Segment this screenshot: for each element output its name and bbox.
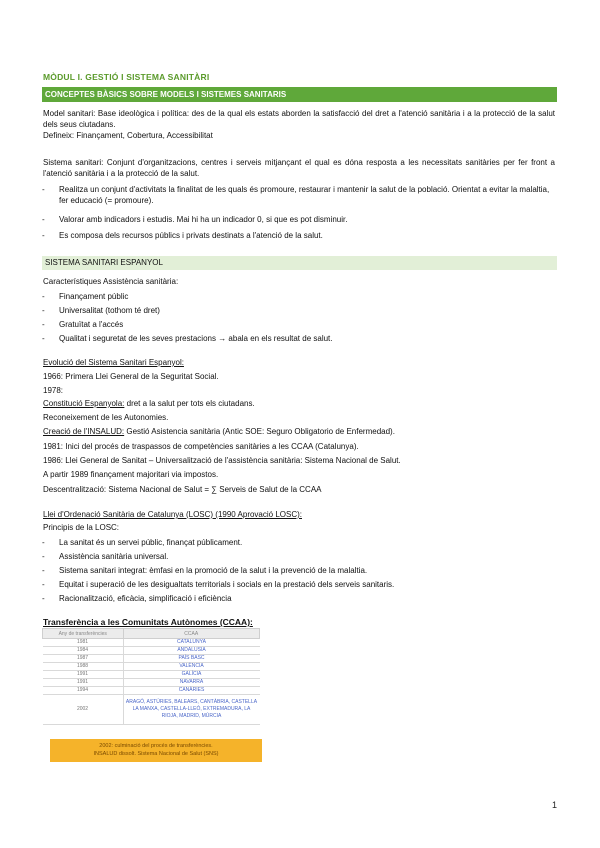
- insalud-label: Creació de l'INSALUD:: [43, 427, 125, 436]
- table-cell-ccaa: ARAGÓ, ASTÚRIES, BALEARS, CANTÀBRIA, CASTELLA LA MANXA, CASTELLA-LLEÓ, EXTREMADURA, LA RIOJA, MADRID, MÚRCIA: [123, 695, 260, 725]
- principis-title: Principis de la LOSC:: [43, 523, 120, 532]
- table-row: [43, 679, 260, 687]
- table-body: [43, 639, 260, 725]
- table-note-line2: INSALUD dissolt. Sistema Nacional de Salut (SNS): [93, 751, 219, 757]
- table-header-row: [43, 629, 260, 639]
- table-cell-year: 1987: [43, 655, 124, 663]
- table-row: [43, 647, 260, 655]
- list-item: Finançament públic: [59, 292, 129, 301]
- bullet-dash: -: [42, 292, 45, 301]
- table-cell-ccaa: PAÍS BASC: [123, 655, 260, 663]
- table-row: [43, 671, 260, 679]
- evolucio-1986: 1986: Llei General de Sanitat – Universalització de l'assistència sanitària: Sistema Nacional de Salut.: [43, 456, 401, 465]
- losc-title: Llei d'Ordenació Sanitària de Catalunya (LOSC) (1990 Aprovació LOSC):: [43, 510, 302, 519]
- transfer-table: [42, 628, 260, 725]
- list-item: La sanitat és un servei públic, finançat públicament.: [59, 538, 243, 547]
- constitucio-line: [43, 398, 255, 409]
- list-item: Es composa dels recursos públics i privats destinats a l'atenció de la salut.: [59, 231, 323, 240]
- table-note: [50, 739, 262, 762]
- bullet-dash: -: [42, 580, 45, 589]
- caracteristiques-title: Característiques Assistència sanitària:: [43, 277, 179, 286]
- list-item: Equitat i superació de les desigualtats territorials i socials en la prestació dels serveis sanitaris.: [59, 580, 395, 589]
- list-item: Qualitat i seguretat de les seves prestacions → abala en els resultat de salut.: [59, 334, 333, 343]
- insalud-line: [43, 426, 395, 437]
- bullet-dash: -: [42, 320, 45, 329]
- table-cell-year: 1984: [43, 647, 124, 655]
- evolucio-1989: A partir 1989 finançament majoritari via impostos.: [43, 470, 219, 479]
- table-cell-ccaa: CATALUNYA: [123, 639, 260, 647]
- table-row: [43, 655, 260, 663]
- constitucio-label: Constitució Espanyola:: [43, 399, 125, 408]
- column-header-ccaa: CCAA: [123, 629, 260, 639]
- module-title: MÒDUL I. GESTIÓ I SISTEMA SANITÀRI: [43, 72, 210, 82]
- table-cell-ccaa: VALÈNCIA: [123, 663, 260, 671]
- section-heading-concepts: CONCEPTES BÀSICS SOBRE MODELS I SISTEMES SANITARIS: [42, 87, 557, 102]
- column-header-year: Any de transferències: [43, 629, 124, 639]
- table-row: [43, 639, 260, 647]
- evolucio-1981: 1981: Inici del procés de traspassos de competències sanitàries a les CCAA (Catalunya).: [43, 442, 359, 451]
- list-item: Valorar amb indicadors i estudis. Mai hi ha un indicador 0, si que es pot disminuir.: [59, 215, 348, 224]
- table-cell-year: 2002: [43, 695, 124, 725]
- evolucio-1978: 1978:: [43, 386, 64, 395]
- defineix-line: Defineix: Finançament, Cobertura, Accessibilitat: [43, 131, 213, 140]
- bullet-dash: -: [42, 538, 45, 547]
- table-cell-year: 1994: [43, 687, 124, 695]
- list-item: Gratuïtat a l'accés: [59, 320, 124, 329]
- list-item: Universalitat (tothom té dret): [59, 306, 160, 315]
- table-cell-year: 1988: [43, 663, 124, 671]
- list-item: Assistència sanitària universal.: [59, 552, 169, 561]
- page-number: 1: [552, 800, 558, 810]
- bullet-dash: -: [42, 566, 45, 575]
- table-row: [43, 663, 260, 671]
- list-item: Racionalització, eficàcia, simplificació i eficiència: [59, 594, 232, 603]
- table-row: [43, 695, 260, 725]
- sistema-sanitari-paragraph: Sistema sanitari: Conjunt d'organitzacions, centres i serveis mitjançant el qual es dóna resposta a les necessitats sanitàries per fer front a l'atenció sanitària i a la protecció de la salut.: [43, 158, 555, 178]
- bullet-dash: -: [42, 306, 45, 315]
- constitucio-text: dret a la salut per tots els ciutadans.: [124, 399, 255, 408]
- section-heading-sistema-espanyol: SISTEMA SANITARI ESPANYOL: [42, 256, 557, 270]
- list-item: Realitza un conjunt d'activitats la finalitat de les quals és promoure, restaurar i mantenir la salut de la població. Orientat a evitar la malaltia, fer educació (= promoure).: [59, 185, 550, 205]
- descentralitzacio-line: Descentralització: Sistema Nacional de Salut = ∑ Serveis de Salut de la CCAA: [43, 485, 322, 494]
- model-sanitari-paragraph: Model sanitari: Base ideològica i política: des de la qual els estats aborden la satisfacció del dret a l'atenció sanitària i a la protecció de la salut dels seus ciutadans.: [43, 109, 555, 129]
- table-cell-year: 1991: [43, 679, 124, 687]
- table-cell-ccaa: GALÍCIA: [123, 671, 260, 679]
- table-title: Transferència a les Comunitats Autònomes (CCAA):: [43, 617, 253, 627]
- table-cell-ccaa: NAVARRA: [123, 679, 260, 687]
- bullet-dash: -: [42, 334, 45, 343]
- evolucio-title: Evolució del Sistema Sanitari Espanyol:: [43, 358, 184, 367]
- table-note-line1: 2002: culminació del procés de transferències.: [99, 743, 213, 749]
- table-cell-year: 1991: [43, 671, 124, 679]
- table-row: [43, 687, 260, 695]
- insalud-text: Gestió Asistencia sanitària (Antic SOE: Seguro Obligatorio de Enfermedad).: [124, 427, 395, 436]
- list-item: Sistema sanitari integrat: èmfasi en la promoció de la salut i la prevenció de la malaltia.: [59, 566, 368, 575]
- table-cell-ccaa: ANDALUSIA: [123, 647, 260, 655]
- bullet-dash: -: [42, 594, 45, 603]
- bullet-dash: -: [42, 552, 45, 561]
- table-cell-year: 1981: [43, 639, 124, 647]
- evolucio-1966: 1966: Primera Llei General de la Seguritat Social.: [43, 372, 219, 381]
- bullet-dash: -: [42, 215, 45, 224]
- reconeixement-line: Reconeixement de les Autonomies.: [43, 413, 169, 422]
- bullet-dash: -: [42, 185, 45, 194]
- bullet-dash: -: [42, 231, 45, 240]
- table-cell-ccaa: CANÀRIES: [123, 687, 260, 695]
